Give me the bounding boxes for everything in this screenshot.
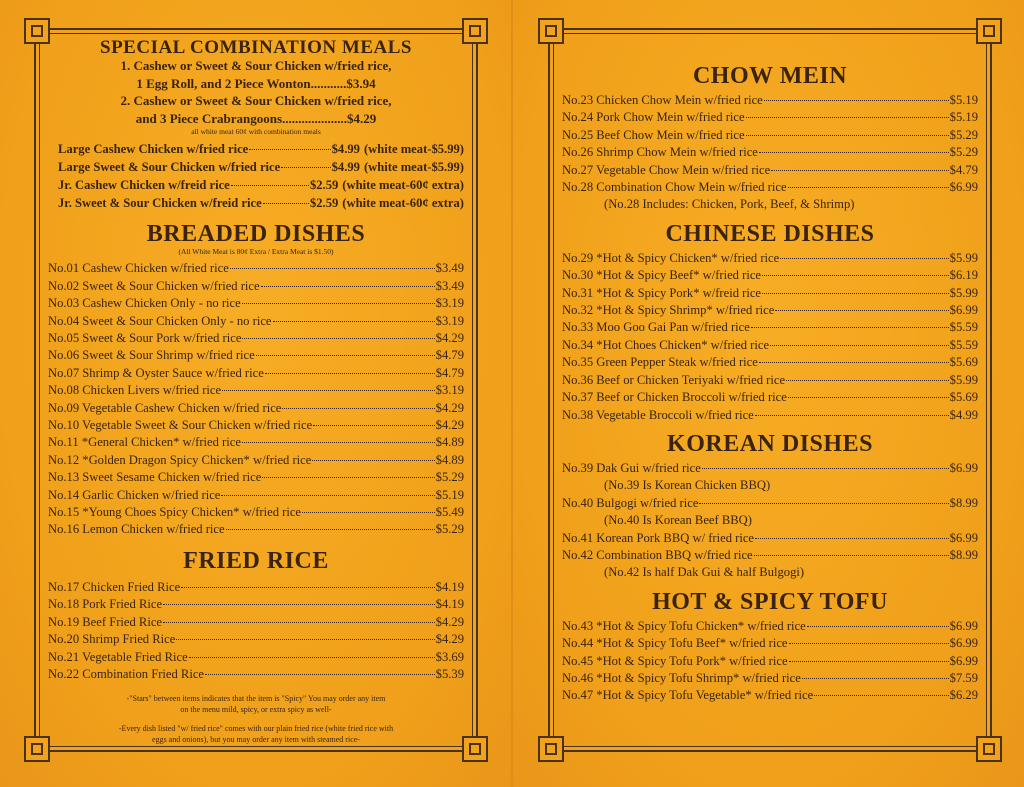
- menu-item-name: No.23 Chicken Chow Mein w/fried rice: [562, 93, 763, 107]
- dot-leader: [762, 275, 949, 276]
- white-meat-price: (white meat-60¢ extra): [342, 178, 464, 193]
- menu-item-row: [562, 687, 978, 704]
- menu-item-name: No.26 Shrimp Chow Mein w/fried rice: [562, 145, 758, 160]
- menu-item-row: [48, 649, 464, 666]
- dot-leader: [242, 303, 435, 304]
- dot-leader: [807, 626, 949, 627]
- menu-item-price: $6.99: [949, 460, 978, 475]
- menu-item-price: $5.29: [435, 522, 464, 537]
- menu-item-row: [562, 618, 978, 635]
- menu-item-name: No.47 *Hot & Spicy Tofu Vegetable* w/fried rice: [562, 688, 814, 703]
- menu-item-row: [562, 372, 978, 389]
- menu-item-row: [48, 295, 464, 312]
- frame-corner-ornament: [462, 736, 488, 762]
- menu-item-name: No.43 *Hot & Spicy Tofu Chicken* w/fried rice: [562, 618, 806, 633]
- menu-item-name: No.19 Beef Fried Rice: [48, 614, 163, 629]
- frame-corner-ornament: [462, 18, 488, 44]
- frame-corner-ornament: [24, 736, 50, 762]
- menu-item-price: $6.19: [949, 268, 978, 283]
- special-items-list: [48, 140, 464, 212]
- footnotes: [48, 693, 464, 745]
- menu-item-price: $3.19: [435, 383, 464, 398]
- menu-item-name: No.45 *Hot & Spicy Tofu Pork* w/fried rice: [562, 653, 788, 668]
- menu-item-name: No.38 Vegetable Broccoli w/fried rice: [562, 407, 754, 422]
- dot-leader: [312, 460, 434, 461]
- special-note: all white meat 60¢ with combination meals: [191, 127, 321, 137]
- menu-item-price: $5.99: [949, 372, 978, 387]
- menu-item-row: [48, 365, 464, 382]
- menu-item-name: No.32 *Hot & Spicy Shrimp* w/fried rice: [562, 303, 775, 318]
- dot-leader: [751, 327, 949, 328]
- korean-dish-note: (No.42 Is half Dak Gui & half Bulgogi): [604, 565, 805, 580]
- dot-leader: [176, 639, 434, 640]
- menu-item-row: [48, 504, 464, 521]
- frame-corner-ornament: [538, 736, 564, 762]
- menu-item-name: No.08 Chicken Livers w/fried rice: [48, 383, 222, 398]
- menu-item-price: $5.69: [949, 355, 978, 370]
- dot-leader: [163, 622, 435, 623]
- menu-item-row: [48, 579, 464, 596]
- footnote-line: eggs and onions), but you may order any item with steamed rice-: [152, 735, 360, 745]
- menu-item-price: $5.19: [435, 487, 464, 502]
- menu-item-price: $4.29: [435, 400, 464, 415]
- menu-item-name: No.13 Sweet Sesame Chicken w/fried rice: [48, 470, 262, 485]
- menu-item-row: [562, 389, 978, 406]
- menu-item-price: $8.99: [949, 495, 978, 510]
- menu-item-price: $4.29: [435, 632, 464, 647]
- menu-item-row: [562, 354, 978, 371]
- menu-item-row: [48, 452, 464, 469]
- menu-item-row: [48, 469, 464, 486]
- dot-leader: [764, 100, 949, 101]
- menu-item-row: [48, 666, 464, 683]
- special-line: 1. Cashew or Sweet & Sour Chicken w/fried rice,: [120, 58, 392, 73]
- menu-item-price: $3.19: [435, 296, 464, 311]
- dot-leader: [770, 345, 949, 346]
- menu-item-name: No.12 *Golden Dragon Spicy Chicken* w/fried rice: [48, 452, 312, 467]
- menu-item-row: [562, 337, 978, 354]
- dot-leader: [699, 503, 948, 504]
- dot-leader: [746, 117, 949, 118]
- menu-item-row: [562, 670, 978, 687]
- menu-item-price: $3.19: [435, 313, 464, 328]
- menu-item-price: $6.99: [949, 653, 978, 668]
- frame-corner-ornament: [24, 18, 50, 44]
- menu-item-row: [562, 530, 978, 547]
- menu-item-row: [48, 194, 464, 212]
- tofu-title: HOT & SPICY TOFU: [652, 588, 888, 615]
- dot-leader: [755, 538, 949, 539]
- special-line: and 3 Piece Crabrangoons....................$4.29: [135, 110, 377, 126]
- menu-item-row: [562, 407, 978, 424]
- menu-item-name: Large Sweet & Sour Chicken w/fried rice: [58, 160, 281, 175]
- menu-item-name: No.30 *Hot & Spicy Beef* w/fried rice: [562, 268, 762, 283]
- menu-item-name: No.07 Shrimp & Oyster Sauce w/fried rice: [48, 365, 264, 380]
- dot-leader: [313, 425, 434, 426]
- menu-item-name: No.27 Vegetable Chow Mein w/fried rice: [562, 162, 771, 177]
- menu-item-name: No.33 Moo Goo Gai Pan w/fried rice: [562, 320, 750, 335]
- dot-leader: [788, 397, 949, 398]
- menu-item-row: [48, 434, 464, 451]
- menu-item-price: $5.29: [949, 127, 978, 142]
- menu-item-price: $6.29: [949, 688, 978, 703]
- right-decorative-frame: [548, 28, 992, 752]
- menu-item-price: $4.29: [435, 418, 464, 433]
- menu-item-price: $4.29: [435, 331, 464, 345]
- menu-item-price: $5.19: [949, 110, 978, 125]
- korean-dishes-items-list: [562, 460, 978, 582]
- menu-item-row: [48, 596, 464, 613]
- menu-item-price: $3.49: [435, 261, 464, 276]
- chow-mein-title: CHOW MEIN: [692, 63, 848, 89]
- menu-item-name: Large Cashew Chicken w/fried rice: [58, 142, 249, 157]
- dot-leader: [282, 408, 434, 409]
- menu-item-row: [562, 319, 978, 336]
- dot-leader: [780, 258, 948, 259]
- special-line: 1 Egg Roll, and 2 Piece Wonton...........$3.94: [136, 75, 376, 91]
- menu-item-name: No.28 Combination Chow Mein w/fried rice: [562, 180, 787, 195]
- white-meat-price: (white meat-$5.99): [363, 142, 464, 157]
- menu-item-name: No.03 Cashew Chicken Only - no rice: [48, 296, 241, 311]
- menu-item-row: [48, 176, 464, 194]
- menu-item-price: $4.99: [331, 160, 360, 175]
- footnote-line: on the menu mild, spicy, or extra spicy as well-: [180, 705, 332, 715]
- menu-item-name: No.39 Dak Gui w/fried rice: [562, 460, 701, 475]
- menu-item-name: No.20 Shrimp Fried Rice: [48, 632, 176, 647]
- dot-leader: [249, 149, 330, 150]
- menu-item-row: [562, 460, 978, 477]
- dot-leader: [762, 293, 949, 294]
- tofu-items-list: [562, 618, 978, 705]
- fried-rice-title: FRIED RICE: [183, 547, 329, 574]
- menu-item-name: No.14 Garlic Chicken w/fried rice: [48, 487, 221, 502]
- menu-item-name: No.10 Vegetable Sweet & Sour Chicken w/fried rice: [48, 418, 313, 433]
- menu-item-price: $6.99: [949, 618, 978, 633]
- menu-item-price: $5.29: [435, 470, 464, 485]
- menu-item-name: No.04 Sweet & Sour Chicken Only - no rice: [48, 313, 272, 328]
- dot-leader: [789, 643, 949, 644]
- menu-item-row: [48, 260, 464, 277]
- menu-item-row: [48, 631, 464, 648]
- special-combination-title: SPECIAL COMBINATION MEALS: [100, 37, 412, 58]
- frame-corner-ornament: [976, 736, 1002, 762]
- menu-item-row: [562, 547, 978, 564]
- menu-item-name: No.05 Sweet & Sour Pork w/fried rice: [48, 331, 242, 345]
- dot-leader: [262, 477, 434, 478]
- menu-item-name: No.34 *Hot Choes Chicken* w/fried rice: [562, 337, 770, 352]
- dot-leader: [181, 587, 434, 588]
- menu-item-name: No.22 Combination Fried Rice: [48, 666, 205, 681]
- chow-mein-note: (No.28 Includes: Chicken, Pork, Beef, & Shrimp): [604, 197, 855, 212]
- menu-item-row: [48, 347, 464, 364]
- menu-item-name: No.18 Pork Fried Rice: [48, 597, 163, 612]
- menu-item-name: No.06 Sweet & Sour Shrimp w/fried rice: [48, 348, 255, 363]
- dot-leader: [205, 674, 435, 675]
- korean-dish-note: (No.39 Is Korean Chicken BBQ): [604, 478, 771, 493]
- menu-item-row: [48, 614, 464, 631]
- menu-item-row: [562, 250, 978, 267]
- menu-item-row: [48, 330, 464, 347]
- menu-item-row: [48, 400, 464, 417]
- dot-leader: [242, 338, 434, 339]
- dot-leader: [746, 135, 949, 136]
- chinese-dishes-title: CHINESE DISHES: [665, 220, 875, 247]
- menu-item-price: $4.29: [435, 614, 464, 629]
- menu-item-row: [562, 495, 978, 512]
- dot-leader: [775, 310, 948, 311]
- center-fold: [511, 0, 513, 787]
- menu-item-price: $5.59: [949, 320, 978, 335]
- menu-item-row: [562, 162, 978, 179]
- menu-item-name: No.25 Beef Chow Mein w/fried rice: [562, 127, 745, 142]
- menu-item-price: $3.49: [435, 278, 464, 293]
- menu-item-name: No.44 *Hot & Spicy Tofu Beef* w/fried rice: [562, 636, 788, 651]
- menu-item-name: No.36 Beef or Chicken Teriyaki w/fried rice: [562, 372, 786, 387]
- menu-item-row: [562, 127, 978, 144]
- dot-leader: [222, 390, 435, 391]
- dot-leader: [302, 512, 435, 513]
- menu-item-row: [48, 158, 464, 176]
- menu-item-row: [48, 487, 464, 504]
- menu-item-row: [48, 313, 464, 330]
- menu-item-name: No.17 Chicken Fried Rice: [48, 579, 181, 594]
- menu-item-row: [562, 109, 978, 126]
- menu-item-price: $5.99: [949, 250, 978, 265]
- menu-item-name: No.02 Sweet & Sour Chicken w/fried rice: [48, 278, 260, 293]
- menu-item-price: $4.99: [331, 142, 360, 157]
- menu-item-row: [48, 278, 464, 295]
- menu-item-name: No.40 Bulgogi w/fried rice: [562, 495, 699, 510]
- menu-item-price: $6.99: [949, 530, 978, 545]
- menu-item-price: $5.69: [949, 390, 978, 405]
- menu-item-price: $4.19: [435, 579, 464, 594]
- menu-item-name: No.37 Beef or Chicken Broccoli w/fried rice: [562, 390, 787, 405]
- menu-item-name: No.01 Cashew Chicken w/fried rice: [48, 261, 229, 276]
- menu-item-name: No.15 *Young Choes Spicy Chicken* w/fried rice: [48, 505, 302, 520]
- menu-item-price: $6.99: [949, 636, 978, 651]
- special-line: 2. Cashew or Sweet & Sour Chicken w/fried rice,: [120, 93, 392, 109]
- menu-item-name: No.16 Lemon Chicken w/fried rice: [48, 522, 225, 537]
- dot-leader: [759, 362, 949, 363]
- dot-leader: [261, 286, 435, 287]
- menu-item-name: Jr. Sweet & Sour Chicken w/freid rice: [58, 196, 262, 211]
- dot-leader: [189, 657, 435, 658]
- breaded-items-list: [48, 260, 464, 539]
- dot-leader: [786, 380, 949, 381]
- dot-leader: [702, 468, 949, 469]
- menu-item-price: $2.59: [309, 178, 339, 193]
- menu-item-row: [562, 144, 978, 161]
- menu-item-price: $7.59: [949, 670, 978, 685]
- breaded-dishes-title: BREADED DISHES: [146, 221, 366, 248]
- dot-leader: [755, 415, 949, 416]
- menu-item-price: $4.99: [949, 407, 978, 422]
- menu-item-price: $6.99: [949, 303, 978, 318]
- dot-leader: [771, 170, 948, 171]
- menu-item-price: $3.69: [435, 649, 464, 664]
- menu-item-name: No.31 *Hot & Spicy Pork* w/freid rice: [562, 285, 762, 300]
- dot-leader: [281, 167, 330, 168]
- chinese-dishes-items-list: [562, 250, 978, 424]
- menu-item-price: $4.79: [435, 365, 464, 380]
- menu-item-price: $4.79: [435, 348, 464, 363]
- dot-leader: [273, 321, 435, 322]
- dot-leader: [163, 604, 435, 605]
- korean-dish-note: (No.40 Is Korean Beef BBQ): [604, 513, 752, 528]
- menu-item-row: [562, 302, 978, 319]
- dot-leader: [263, 203, 309, 204]
- dot-leader: [242, 442, 435, 443]
- menu-item-price: $8.99: [949, 547, 978, 562]
- menu-item-name: No.11 *General Chicken* w/fried rice: [48, 435, 241, 450]
- menu-item-row: [48, 382, 464, 399]
- menu-item-name: Jr. Cashew Chicken w/freid rice: [58, 178, 230, 193]
- footnote-line: -Every dish listed "w/ fried rice" comes with our plain fried rice (white fried rice with: [118, 724, 394, 734]
- dot-leader: [230, 268, 435, 269]
- menu-item-price: $5.39: [435, 666, 464, 681]
- menu-item-price: $4.79: [949, 162, 978, 177]
- menu-item-name: No.29 *Hot & Spicy Chicken* w/fried rice: [562, 250, 780, 265]
- menu-item-price: $5.19: [949, 93, 978, 107]
- footnote-line: -"Stars" between items indicates that the item is "Spicy" You may order any item: [126, 694, 386, 704]
- fried-rice-items-list: [48, 579, 464, 683]
- dot-leader: [754, 555, 949, 556]
- dot-leader: [231, 185, 309, 186]
- frame-corner-ornament: [976, 18, 1002, 44]
- menu-item-price: $2.59: [309, 196, 339, 211]
- menu-item-price: $5.29: [949, 145, 978, 160]
- menu-item-row: [562, 635, 978, 652]
- menu-item-row: [48, 521, 464, 538]
- menu-item-price: $4.19: [435, 597, 464, 612]
- menu-item-price: $4.89: [435, 452, 464, 467]
- frame-corner-ornament: [538, 18, 564, 44]
- dot-leader: [789, 661, 949, 662]
- dot-leader: [256, 355, 435, 356]
- dot-leader: [265, 373, 435, 374]
- white-meat-price: (white meat-60¢ extra): [342, 196, 464, 211]
- dot-leader: [788, 187, 949, 188]
- menu-item-price: $6.99: [949, 180, 978, 195]
- chow-mein-items-list: [562, 92, 978, 196]
- menu-item-row: [48, 140, 464, 158]
- menu-item-row: [562, 285, 978, 302]
- special-combination-block: [48, 57, 464, 137]
- menu-item-row: [562, 92, 978, 109]
- menu-item-name: No.42 Combination BBQ w/fried rice: [562, 547, 753, 562]
- dot-leader: [814, 695, 948, 696]
- menu-item-price: $5.59: [949, 337, 978, 352]
- menu-item-row: [562, 179, 978, 196]
- dot-leader: [221, 495, 434, 496]
- menu-item-name: No.35 Green Pepper Steak w/fried rice: [562, 355, 758, 370]
- menu-item-price: $5.99: [949, 285, 978, 300]
- menu-item-name: No.24 Pork Chow Mein w/fried rice: [562, 110, 745, 125]
- dot-leader: [226, 529, 435, 530]
- left-decorative-frame: [34, 28, 478, 752]
- menu-item-name: No.21 Vegetable Fried Rice: [48, 649, 188, 664]
- menu-item-name: No.41 Korean Pork BBQ w/ fried rice: [562, 530, 755, 545]
- menu-item-price: $4.89: [435, 435, 464, 450]
- dot-leader: [802, 678, 949, 679]
- breaded-note: (All White Meat is 80¢ Extra / Extra Meat is $1.50): [178, 247, 334, 257]
- menu-item-row: [562, 267, 978, 284]
- menu-item-row: [562, 653, 978, 670]
- menu-item-price: $5.49: [435, 505, 464, 520]
- korean-dishes-title: KOREAN DISHES: [667, 430, 873, 457]
- menu-item-name: No.46 *Hot & Spicy Tofu Shrimp* w/fried rice: [562, 670, 801, 685]
- menu-item-name: No.09 Vegetable Cashew Chicken w/fried rice: [48, 400, 282, 415]
- white-meat-price: (white meat-$5.99): [363, 160, 464, 175]
- menu-item-row: [48, 417, 464, 434]
- dot-leader: [759, 152, 949, 153]
